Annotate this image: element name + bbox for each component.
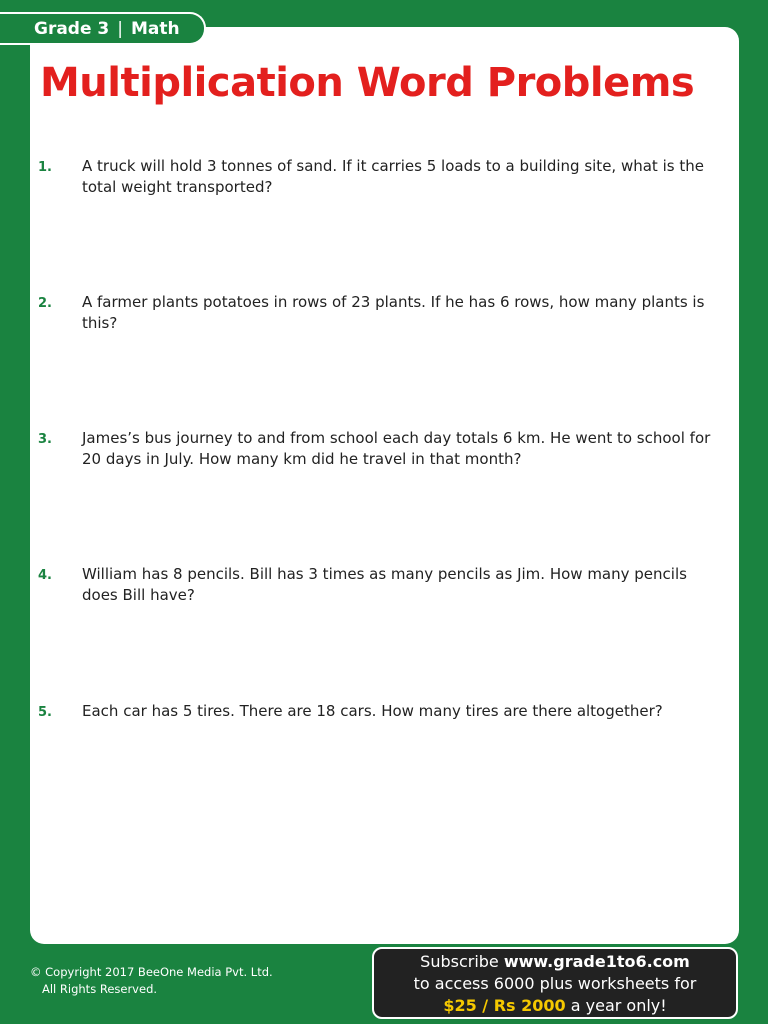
question-4 bbox=[38, 564, 718, 606]
grade-label: Grade 3 bbox=[34, 18, 110, 39]
question-number: 5. bbox=[38, 705, 52, 720]
promo-subscribe: Subscribe bbox=[420, 952, 499, 971]
promo-url-link[interactable]: www.grade1to6.com bbox=[503, 952, 690, 971]
question-text: James’s bus journey to and from school each day totals 6 km. He went to school for 20 days in July. How many km did he travel in that month? bbox=[82, 429, 711, 468]
tab-separator: | bbox=[117, 18, 123, 39]
question-2 bbox=[38, 292, 718, 334]
question-number: 4. bbox=[38, 568, 52, 583]
copyright-notice bbox=[30, 964, 273, 998]
question-1 bbox=[38, 156, 718, 198]
question-number: 3. bbox=[38, 432, 52, 447]
question-3 bbox=[38, 428, 718, 470]
question-text: William has 8 pencils. Bill has 3 times as many pencils as Jim. How many pencils does Bill have? bbox=[82, 565, 687, 604]
promo-price: $25 / Rs 2000 bbox=[443, 996, 566, 1015]
promo-line-1 bbox=[374, 951, 736, 973]
question-5 bbox=[38, 701, 718, 723]
question-number: 2. bbox=[38, 296, 52, 311]
promo-line-3 bbox=[374, 995, 736, 1017]
grade-subject-tab bbox=[0, 12, 206, 45]
promo-line-2: to access 6000 plus worksheets for bbox=[413, 974, 697, 993]
page-title: Multiplication Word Problems bbox=[40, 60, 695, 106]
subject-label: Math bbox=[131, 18, 180, 39]
copyright-line: © Copyright 2017 BeeOne Media Pvt. Ltd. bbox=[30, 965, 273, 979]
question-number: 1. bbox=[38, 160, 52, 175]
question-text: A truck will hold 3 tonnes of sand. If it carries 5 loads to a building site, what is the total weight transported? bbox=[82, 157, 704, 196]
question-text: A farmer plants potatoes in rows of 23 plants. If he has 6 rows, how many plants is this? bbox=[82, 293, 705, 332]
promo-suffix: a year only! bbox=[570, 996, 667, 1015]
subscribe-banner[interactable] bbox=[372, 947, 738, 1019]
rights-line: All Rights Reserved. bbox=[42, 982, 158, 996]
question-text: Each car has 5 tires. There are 18 cars. How many tires are there altogether? bbox=[82, 702, 663, 720]
